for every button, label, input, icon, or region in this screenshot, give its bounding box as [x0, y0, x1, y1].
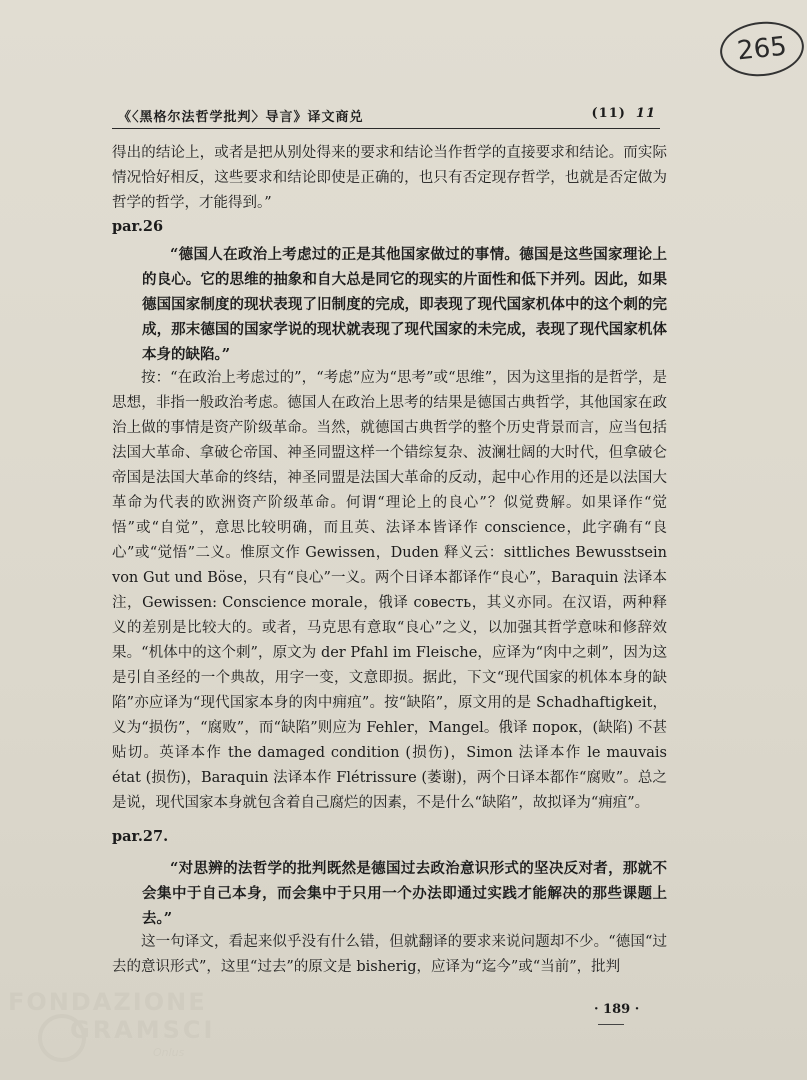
quote-26 — [112, 242, 667, 367]
header-page-number: 11 — [635, 106, 656, 121]
commentary-27 — [112, 930, 667, 980]
paragraph-continuation — [112, 141, 667, 216]
footer-page-number: · 189 · — [594, 1002, 640, 1017]
page-number-stamp — [717, 18, 806, 80]
footer-rule — [598, 1024, 624, 1025]
par-26-label: par.26 — [112, 218, 164, 235]
stamp-text: 265 — [735, 31, 789, 67]
header-section: (11) — [591, 106, 626, 121]
paragraph-text: 得出的结论上，或者是把从别处得来的要求和结论当作哲学的直接要求和结论。而实际情况恰好相反，这些要求和结论即使是正确的，也只有否定现存哲学，也就是否定做为哲学的哲学，才能得到。” — [112, 145, 667, 211]
watermark-line3: Onlus — [153, 1046, 185, 1059]
watermark-line2: GRAMSCI — [70, 1016, 216, 1044]
watermark-logo — [8, 988, 238, 1078]
quote-27 — [112, 856, 667, 931]
quote-text: “德国人在政治上考虑过的正是其他国家做过的事情。德国是这些国家理论上的良心。它的思维的抽象和自大总是同它的现实的片面性和低下并列。因此，如果德国国家制度的现状表现了旧制度的完成，即表现了现代国家机体中的这个刺的完成，那末德国的国家学说的现状就表现了现代国家的未完成，表现了现代国家机体本身的缺陷。” — [142, 246, 667, 363]
commentary-text: 按：“在政治上考虑过的”，“考虑”应为“思考”或“思维”，因为这里指的是哲学，是思想，非指一般政治考虑。德国人在政治上思考的结果是德国古典哲学，其他国家在政治上做的事情是资产阶级革命。当然，就德国古典哲学的整个历史背景而言，应当包括法国大革命、拿破仑帝国、神圣同盟这样一个错综复杂、波澜壮阔的大时代，但拿破仑帝国是法国大革命的终结，神圣同盟是法国大革命的反动，起中心作用的还是以法国大革命为代表的欧洲资产阶级革命。何谓“理论上的良心”？似觉费解。如果译作“觉悟”或“自觉”，意思比较明确，而且英、法译本皆译作 conscience，此字确有“良心”或“觉悟”二义。惟原文作 Gewissen，Duden 释义云：sittliches Bewusstsein von Gut und Böse，只有“良心”一义。两个日译本都译作“良心”，Baraquin 法译本注，Gewissen: Conscience morale，俄译 совесть，其义亦同。在汉语，两种释义的差别是比较大的。或者，马克思有意取“良心”之义，以加强其哲学意味和修辞效果。“机体中的这个刺”，原文为 der Pfahl im Fleische，应译为“肉中之刺”，因为这是引自圣经的一个典故，用字一变，文意即损。据此，下文“现代国家的机体本身的缺陷”亦应译为“现代国家本身的肉中痈疽”。按“缺陷”，原文用的是 Schadhaftigkeit，义为“损伤”，“腐败”，而“缺陷”则应为 Fehler，Mangel。俄译 порок，(缺陷) 不甚贴切。英译本作 the damaged condition (损伤)，Simon 法译本作 le mauvais état (损伤)，Baraquin 法译本作 Flétrissure (萎谢)，两个日译本都作“腐败”。总之是说，现代国家本身就包含着自己腐烂的因素，不是什么“缺陷”，故拟译为“痈疽”。 — [112, 370, 667, 811]
header-page — [592, 106, 657, 121]
watermark-line1: FONDAZIONE — [8, 988, 207, 1016]
commentary-26 — [112, 366, 667, 816]
quote-text: “对思辨的法哲学的批判既然是德国过去政治意识形式的坚决反对者，那就不会集中于自己本身，而会集中于只用一个办法即通过实践才能解决的那些课题上去。” — [142, 860, 667, 927]
header-title: 《〈黑格尔法哲学批判〉导言》译文商兑 — [118, 110, 364, 125]
running-header — [112, 104, 660, 129]
par-27-label: par.27. — [112, 828, 169, 845]
commentary-text: 这一句译文，看起来似乎没有什么错，但就翻译的要求来说问题却不少。“德国“过去的意识形式”，这里“过去”的原文是 bisherig，应译为“迄今”或“当前”，批判 — [112, 934, 667, 975]
